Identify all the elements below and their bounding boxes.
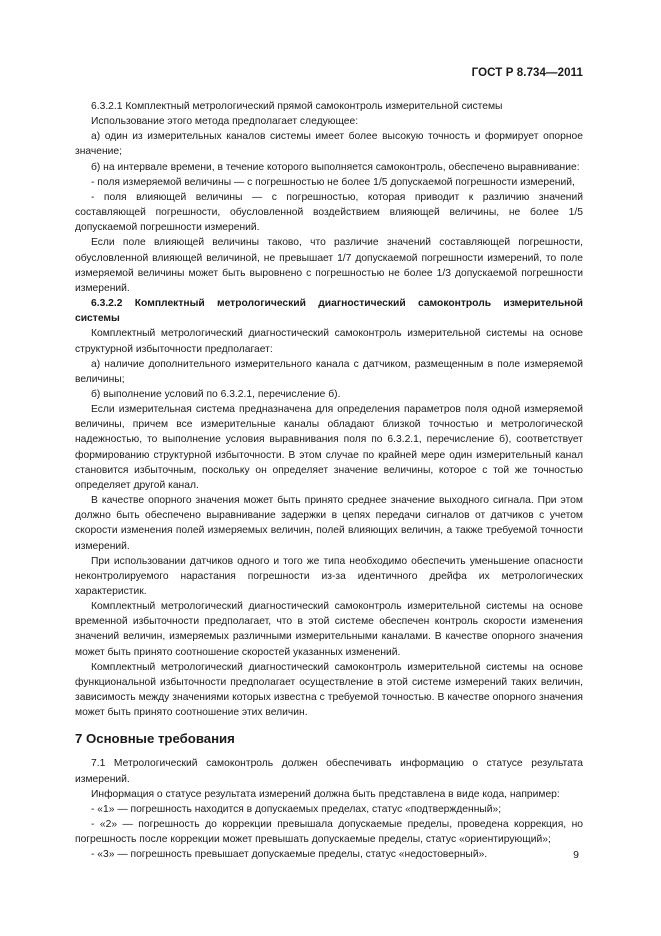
clause-6-3-2-2-heading: 6.3.2.2 Комплектный метрологический диагностический самоконтроль измерительной системы <box>75 298 583 325</box>
standard-code-header: ГОСТ Р 8.734—2011 <box>471 67 583 79</box>
paragraph: Если измерительная система предназначена для определения параметров поля одной измеряемой величины, причем все измерительные каналы обладают близкой точностью и метрологической надежностью, то выполнение условия выравнивания поля по 6.3.2.1, перечисление б), соответствует формированию структурной избыточности. В этом случае по крайней мере один измерительный канал становится избыточным, поскольку он определяет значение величины, которое с той же точностью определяет другой канал. <box>75 404 583 491</box>
dash-item: - «2» — погрешность до коррекции превышала допускаемые пределы, проведена коррекция, но погрешность после коррекции может превышать допускаемые пределы, статус «ориентирующий»; <box>75 819 583 846</box>
paragraph: При использовании датчиков одного и того же типа необходимо обеспечить уменьшение опасности неконтролируемого нарастания погрешности из-за идентичного дрейфа их метрологических характеристик. <box>75 555 583 597</box>
clause-6-3-2-1-heading: 6.3.2.1 Комплектный метрологический прямой самоконтроль измерительной системы <box>91 101 503 112</box>
list-item: б) на интервале времени, в течение которого выполняется самоконтроль, обеспечено выравнивание: <box>91 161 580 173</box>
paragraph: Комплектный метрологический диагностический самоконтроль измерительной системы на основе функциональной избыточности предполагает осуществление в этой системе измерений таких величин, зависимость между значениями которых известна с требуемой точностью. В качестве опорного значения может быть принято соотношение этих величин. <box>75 661 583 719</box>
list-item: а) наличие дополнительного измерительного канала с датчиком, размещенным в поле измеряемой величины; <box>75 358 583 385</box>
paragraph: Если поле влияющей величины таково, что различие значений составляющей погрешности, обусловленной влияющей величиной, не превышает 1/7 допускаемой погрешности измерений, то поле измеряемой величины может быть выровнено с погрешностью не более 1/3 допускаемой погрешности измерений. <box>75 237 583 294</box>
paragraph: Комплектный метрологический диагностический самоконтроль измерительной системы на основе временной избыточности предполагает, что в этой системе обеспечен контроль скорости изменения значений величин, измеряемых различными измерительными каналами. В качестве опорного значения может быть принято соотношение скоростей указанных изменений. <box>75 601 583 658</box>
list-item: а) один из измерительных каналов системы имеет более высокую точность и формирует опорное значение; <box>75 131 583 158</box>
dash-item: - поля измеряемой величины — с погрешностью не более 1/5 допускаемой погрешности измерений, <box>91 176 575 188</box>
paragraph: Комплектный метрологический диагностический самоконтроль измерительной системы на основе структурной избыточности предполагает: <box>75 328 583 355</box>
document-body <box>75 99 583 863</box>
paragraph: Использование этого метода предполагает следующее: <box>91 116 359 128</box>
list-item: б) выполнение условий по 6.3.2.1, перечисление б). <box>91 388 341 400</box>
dash-item: - «1» — погрешность находится в допускаемых пределах, статус «подтвержденный»; <box>91 803 502 815</box>
dash-item: - поля влияющей величины — с погрешностью, которая приводит к различию значений составляющей погрешности, обусловленной воздействием влияющей величины, не более 1/5 допускаемой погрешности измерений. <box>75 191 583 234</box>
paragraph: Информация о статусе результата измерений должна быть представлена в виде кода, например: <box>91 788 560 800</box>
section-7-title: 7 Основные требования <box>75 731 235 747</box>
paragraph: В качестве опорного значения может быть принято среднее значение выходного сигнала. При этом должно быть обеспечено выравнивание задержки в цепях передачи сигналов от датчиков с учетом скорости изменения полей измеряемых величин, полей влияющих величин, а также требуемой точности измерений. <box>75 495 583 552</box>
page-number: 9 <box>573 849 579 861</box>
dash-item: - «3» — погрешность превышает допускаемые пределы, статус «недостоверный». <box>91 849 488 861</box>
clause-7-1: 7.1 Метрологический самоконтроль должен обеспечивать информацию о статусе результата измерений. <box>75 758 583 785</box>
